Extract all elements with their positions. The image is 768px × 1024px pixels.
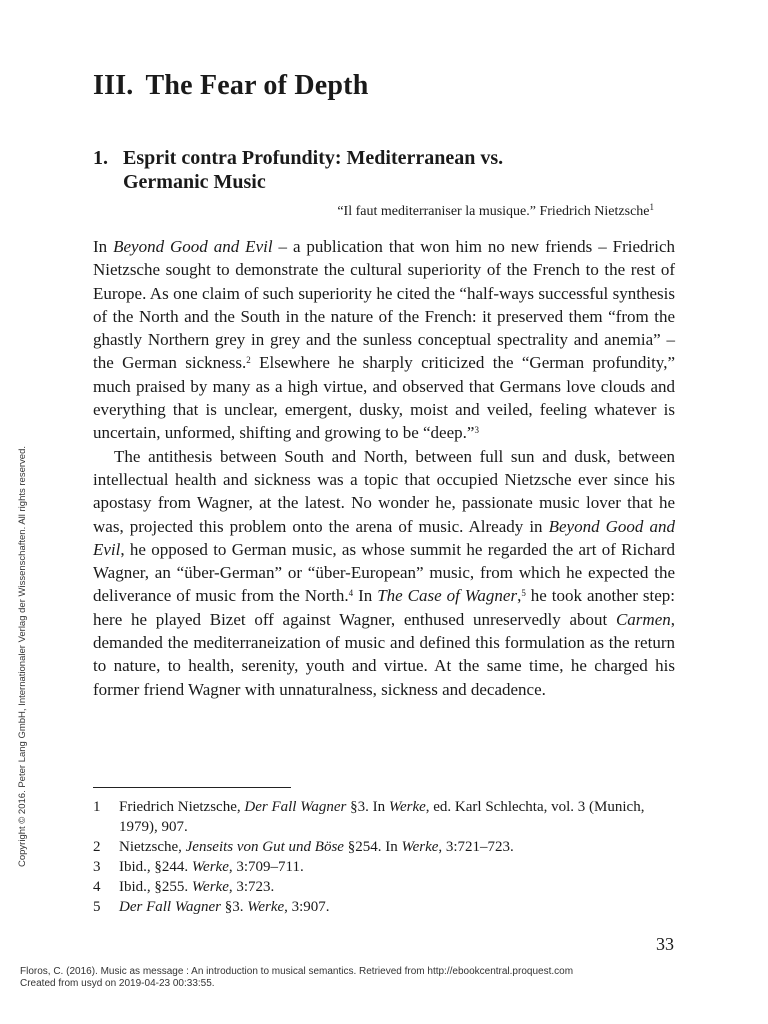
copyright-notice: Copyright © 2016. Peter Lang GmbH, Internationaler Verlag der Wissenschaften. All rights reserved. bbox=[17, 446, 28, 867]
italic-title: Carmen bbox=[615, 609, 671, 629]
footnote bbox=[93, 877, 675, 897]
note-ref: 2 bbox=[246, 355, 251, 366]
citation-line-1: Floros, C. (2016). Music as message : An introduction to musical semantics. Retrieved from http://ebookcentral.proquest.com bbox=[20, 966, 574, 977]
text-run: Ibid., §255. bbox=[119, 879, 192, 895]
text-run: he took another step: here he played Bizet off against Wagner, enthused unreservedly about bbox=[93, 586, 675, 629]
italic-title: Jenseits von Gut und Böse bbox=[185, 839, 344, 855]
italic-title: Der Fall Wagner bbox=[119, 899, 221, 915]
italic-title: Beyond Good and Evil bbox=[93, 516, 675, 559]
text-run: §254. In bbox=[343, 839, 402, 855]
footnotes bbox=[93, 797, 675, 917]
text-run: , 3:723. bbox=[228, 879, 275, 895]
chapter-title-text: The Fear of Depth bbox=[145, 70, 369, 101]
section-title-line1: Esprit contra Profundity: Mediterranean vs. bbox=[123, 147, 504, 169]
footnote-number: 2 bbox=[93, 839, 101, 855]
footnote bbox=[93, 797, 675, 837]
italic-title: The Case of Wagner bbox=[377, 586, 518, 606]
text-run: §3. bbox=[220, 899, 248, 915]
note-ref: 5 bbox=[521, 588, 526, 599]
footnote bbox=[93, 837, 675, 857]
text-run: – a publication that won him no new friends – Friedrich Nietzsche sought to demonstrate the cultural superiority of the French to the rest of Europe. As one claim of such superiority he cited the “half-ways successful synthesis of the North and the South in the nature of the French: it preserved them “from the ghastly Northern grey in grey and the sunless conceptual spectrality and anemia” – the German sickness. bbox=[93, 237, 675, 373]
section-title-line2: Germanic Music bbox=[123, 171, 266, 193]
page-number: 33 bbox=[656, 934, 674, 954]
note-ref: 3 bbox=[474, 425, 479, 436]
epigraph bbox=[337, 204, 654, 220]
italic-title: Werke bbox=[191, 859, 229, 875]
citation-footer bbox=[20, 966, 573, 989]
text-run: , ed. Karl Schlechta, vol. 3 (Munich, 1979), 907. bbox=[119, 799, 645, 835]
epigraph-quote: “Il faut mediterraniser la musique.” Friedrich Nietzsche bbox=[337, 204, 650, 219]
text-run: Nietzsche, bbox=[119, 839, 186, 855]
text-run: , 3:709–711. bbox=[228, 859, 304, 875]
italic-title: Der Fall Wagner bbox=[244, 799, 347, 815]
footnote-number: 4 bbox=[93, 879, 101, 895]
citation-line-2: Created from usyd on 2019-04-23 00:33:55. bbox=[20, 977, 215, 989]
italic-title: Beyond Good and Evil bbox=[113, 237, 273, 256]
body-text bbox=[93, 235, 675, 701]
text-run: In bbox=[353, 586, 378, 606]
text-run: Elsewhere he sharply criticized the “German profundity,” much praised by many as a high virtue, and observed that Germans love clouds and everything that is unclear, emergent, dusky, moist and veiled, feeling whatever is uncertain, unformed, shifting and growing to be “deep.” bbox=[93, 353, 676, 443]
text-run: §3. In bbox=[346, 799, 389, 815]
italic-title: Werke bbox=[191, 879, 229, 895]
text-run: The antithesis between South and North, between full sun and dusk, between intellectual health and sickness was a topic that occupied Nietzsche ever since his apostasy from Wagner, at the latest. No wonder he, passionate music lover that he was, projected this problem onto the arena of music. Already in bbox=[93, 446, 675, 536]
text-run: In bbox=[93, 237, 114, 256]
text-run: Ibid., §244. bbox=[119, 859, 192, 875]
italic-title: Werke bbox=[388, 799, 426, 815]
italic-title: Werke bbox=[401, 839, 439, 855]
footnote-number: 1 bbox=[93, 799, 101, 815]
italic-title: Werke bbox=[247, 899, 285, 915]
text-run: , he opposed to German music, as whose summit he regarded the art of Richard Wagner, an “über-German” or “über-European” music, from which he expected the deliverance of music from the North. bbox=[93, 539, 675, 606]
footnote-divider bbox=[93, 787, 291, 788]
text-run: , 3:907. bbox=[284, 899, 330, 915]
note-ref: 4 bbox=[348, 588, 354, 599]
footnote-number: 3 bbox=[93, 859, 101, 875]
chapter-number: III. bbox=[93, 70, 134, 101]
section-number: 1. bbox=[93, 147, 108, 169]
epigraph-note-ref: 1 bbox=[649, 202, 654, 212]
text-run: , 3:721–723. bbox=[438, 839, 514, 855]
paragraph-2 bbox=[93, 445, 675, 701]
footnote bbox=[93, 897, 675, 917]
text-run: , bbox=[517, 586, 522, 606]
text-run: Friedrich Nietzsche, bbox=[119, 799, 245, 815]
chapter-title bbox=[93, 70, 368, 102]
text-run: , demanded the mediterraneization of music and defined this formulation as the return to nature, to health, serenity, youth and virtue. At the same time, he charged his former friend Wagner with unnaturalness, sickness and decadence. bbox=[93, 609, 675, 699]
footnote-number: 5 bbox=[93, 899, 101, 915]
footnote bbox=[93, 857, 675, 877]
paragraph-1 bbox=[93, 235, 675, 445]
